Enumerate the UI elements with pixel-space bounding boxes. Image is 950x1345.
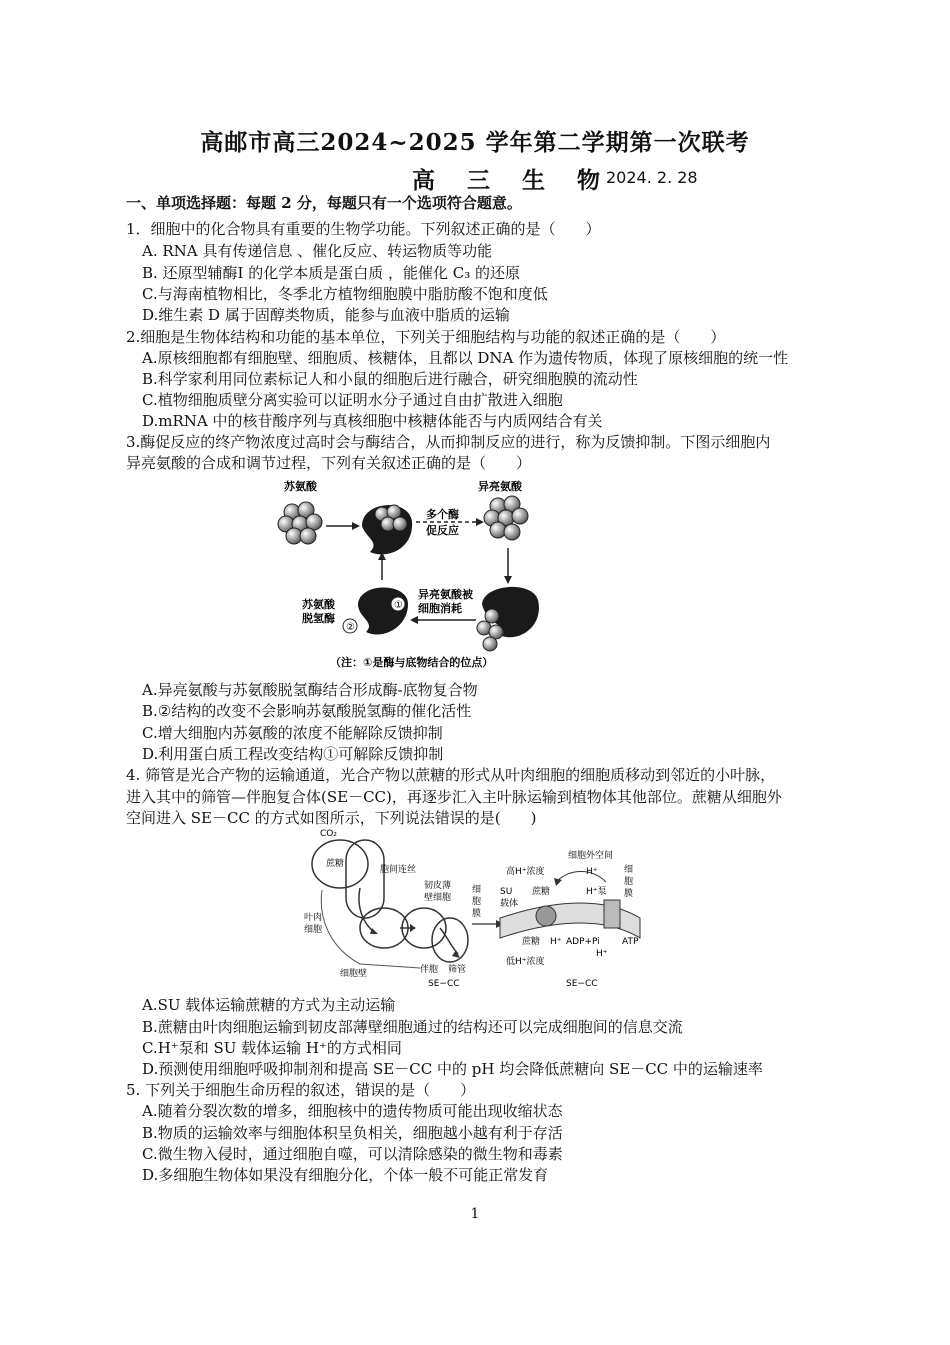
h-pump-shape bbox=[604, 900, 620, 928]
site-1-label: ① bbox=[394, 600, 403, 611]
question-2-option-a: A.原核细胞都有细胞壁、细胞质、核糖体，且都以 DNA 作为遗传物质，体现了原核细胞的统一性 bbox=[142, 349, 789, 367]
figure2-secc-left: SE−CC bbox=[428, 979, 460, 989]
figure2-mesophyll-line2: 细胞 bbox=[304, 925, 323, 935]
question-4-option-a: A.SU 载体运输蔗糖的方式为主动运输 bbox=[142, 996, 396, 1014]
figure2-co2: CO₂ bbox=[320, 829, 337, 839]
figure2-membrane-r1: 细 bbox=[624, 865, 634, 875]
enzyme-product-complex bbox=[477, 587, 539, 651]
figure2-sucrose-left: 蔗糖 bbox=[326, 859, 345, 869]
figure1-consume-line1: 异亮氨酸被 bbox=[418, 588, 473, 601]
figure1-enzyme-line1: 苏氨酸 bbox=[302, 598, 335, 611]
section-heading: 一、单项选择题：每题 2 分，每题只有一个选项符合题意。 bbox=[126, 194, 522, 212]
question-1-option-a: A. RNA 具有传递信息 、催化反应、转运物质等功能 bbox=[142, 242, 493, 260]
site-2-label: ② bbox=[346, 622, 355, 633]
question-2-option-c: C.植物细胞质壁分离实验可以证明水分子通过自由扩散进入细胞 bbox=[142, 391, 563, 409]
substrate-molecule-cluster bbox=[278, 502, 322, 544]
figure2-h-bottom: H⁺ bbox=[596, 949, 608, 959]
question-1-stem: 1．细胞中的化合物具有重要的生物学功能。下列叙述正确的是（ ） bbox=[126, 220, 601, 238]
figure1-enzyme-line2: 脱氢酶 bbox=[302, 612, 335, 625]
figure2-h-plus: H⁺ bbox=[586, 867, 598, 877]
question-3-stem-line2: 异亮氨酸的合成和调节过程，下列有关叙述正确的是（ ） bbox=[126, 454, 532, 472]
figure1-enzymes-line2: 促反应 bbox=[426, 524, 459, 537]
question-3-stem-line1: 3.酶促反应的终产物浓度过高时会与酶结合，从而抑制反应的进行，称为反馈抑制。下图示细胞内 bbox=[126, 433, 771, 451]
figure2-sucrose-right: 蔗糖 bbox=[532, 887, 551, 897]
question-4-option-d: D.预测使用细胞呼吸抑制剂和提高 SE－CC 中的 pH 均会降低蔗糖向 SE－CC 中的运输速率 bbox=[142, 1060, 763, 1078]
question-5-stem: 5. 下列关于细胞生命历程的叙述，错误的是（ ） bbox=[126, 1081, 476, 1099]
figure2-h-pump: H⁺泵 bbox=[586, 887, 607, 897]
figure1-label-product: 异亮氨酸 bbox=[478, 480, 522, 493]
question-4-stem-line2: 进入其中的筛管—伴胞复合体(SE－CC)，再逐步汇入主叶脉运输到植物体其他部位。蔗糖从细胞外 bbox=[126, 788, 782, 806]
question-4-stem-line3: 空间进入 SE－CC 的方式如图所示，下列说法错误的是( ) bbox=[126, 809, 537, 827]
page-number: 1 bbox=[470, 1206, 480, 1222]
figure2-atp: ATP bbox=[622, 937, 639, 947]
figure1-enzymes-line1: 多个酶 bbox=[426, 508, 459, 521]
product-molecule-cluster bbox=[484, 496, 528, 540]
figure1-note: （注：①是酶与底物结合的位点） bbox=[330, 656, 494, 669]
figure2-secc-right: SE−CC bbox=[566, 979, 598, 989]
question-5-option-d: D.多细胞生物体如果没有细胞分化，个体一般不可能正常发育 bbox=[142, 1166, 549, 1184]
figure2-h-in: H⁺ bbox=[550, 937, 562, 947]
figure2-membrane-2: 胞 bbox=[472, 897, 482, 907]
question-4-option-b: B.蔗糖由叶肉细胞运输到韧皮部薄壁细胞通过的结构还可以完成细胞间的信息交流 bbox=[142, 1018, 683, 1036]
question-1-option-d: D.维生素 D 属于固醇类物质，能参与血液中脂质的运输 bbox=[142, 306, 510, 324]
question-3-option-a: A.异亮氨酸与苏氨酸脱氢酶结合形成酶-底物复合物 bbox=[142, 681, 478, 699]
enzyme-substrate-complex bbox=[362, 505, 412, 554]
question-5-option-a: A.随着分裂次数的增多，细胞核中的遗传物质可能出现收缩状态 bbox=[142, 1102, 563, 1120]
question-3-option-c: C.增大细胞内苏氨酸的浓度不能解除反馈抑制 bbox=[142, 724, 443, 742]
exam-date: 2024. 2. 28 bbox=[606, 168, 698, 187]
feedback-inhibition-figure bbox=[270, 476, 550, 676]
su-carrier-shape bbox=[536, 906, 556, 926]
figure2-sieve: 筛管 bbox=[448, 965, 467, 975]
figure2-membrane-1: 细 bbox=[472, 885, 482, 895]
question-2-option-d: D.mRNA 中的核苷酸序列与真核细胞中核糖体能否与内质网结合有关 bbox=[142, 412, 603, 430]
figure2-sucrose-in: 蔗糖 bbox=[522, 937, 541, 947]
exam-title: 高邮市高三2024~2025 学年第二学期第一次联考 bbox=[200, 129, 750, 156]
free-enzyme bbox=[343, 588, 408, 635]
question-3-option-b: B.②结构的改变不会影响苏氨酸脱氢酶的催化活性 bbox=[142, 702, 472, 720]
sucrose-transport-figure bbox=[300, 828, 660, 992]
figure2-plasmodesmata: 胞间连丝 bbox=[380, 865, 417, 875]
figure2-extracellular: 细胞外空间 bbox=[568, 851, 614, 861]
figure2-phloem-line1: 韧皮薄 bbox=[424, 881, 452, 891]
question-2-option-b: B.科学家利用同位素标记人和小鼠的细胞后进行融合，研究细胞膜的流动性 bbox=[142, 370, 638, 388]
figure1-consume-line2: 细胞消耗 bbox=[418, 602, 462, 615]
companion-cell-shape bbox=[432, 918, 468, 962]
figure2-membrane-3: 膜 bbox=[472, 909, 482, 919]
question-3-option-d: D.利用蛋白质工程改变结构①可解除反馈抑制 bbox=[142, 745, 444, 763]
question-2-stem: 2.细胞是生物体结构和功能的基本单位，下列关于细胞结构与功能的叙述正确的是（ ） bbox=[126, 328, 726, 346]
figure2-membrane-r2: 胞 bbox=[624, 877, 634, 887]
figure2-companion: 伴胞 bbox=[420, 965, 439, 975]
subject-title: 高 三 生 物 bbox=[412, 167, 613, 194]
question-5-option-c: C.微生物入侵时，通过细胞自噬，可以清除感染的微生物和毒素 bbox=[142, 1145, 563, 1163]
question-1-option-c: C.与海南植物相比，冬季北方植物细胞膜中脂肪酸不饱和度低 bbox=[142, 285, 548, 303]
figure2-su-line1: SU bbox=[500, 887, 513, 897]
figure2-su-line2: 载体 bbox=[500, 899, 519, 909]
question-4-stem-line1: 4. 筛管是光合产物的运输通道，光合产物以蔗糖的形式从叶肉细胞的细胞质移动到邻近的小叶脉， bbox=[126, 766, 776, 784]
question-4-option-c: C.H⁺泵和 SU 载体运输 H⁺的方式相同 bbox=[142, 1039, 402, 1057]
figure2-phloem-line2: 壁细胞 bbox=[424, 893, 452, 903]
figure2-high-h: 高H⁺浓度 bbox=[506, 867, 545, 877]
figure2-membrane-r3: 膜 bbox=[624, 889, 634, 899]
figure2-adp: ADP+Pi bbox=[566, 937, 600, 947]
figure1-label-substrate: 苏氨酸 bbox=[284, 480, 317, 493]
figure2-low-h: 低H⁺浓度 bbox=[506, 957, 545, 967]
question-5-option-b: B.物质的运输效率与细胞体积呈负相关，细胞越小越有利于存活 bbox=[142, 1124, 563, 1142]
figure2-cell-wall: 细胞壁 bbox=[340, 969, 368, 979]
figure2-mesophyll-line1: 叶肉 bbox=[304, 913, 323, 923]
question-1-option-b: B. 还原型辅酶Ⅰ 的化学本质是蛋白质 ，能催化 C₃ 的还原 bbox=[142, 264, 521, 282]
